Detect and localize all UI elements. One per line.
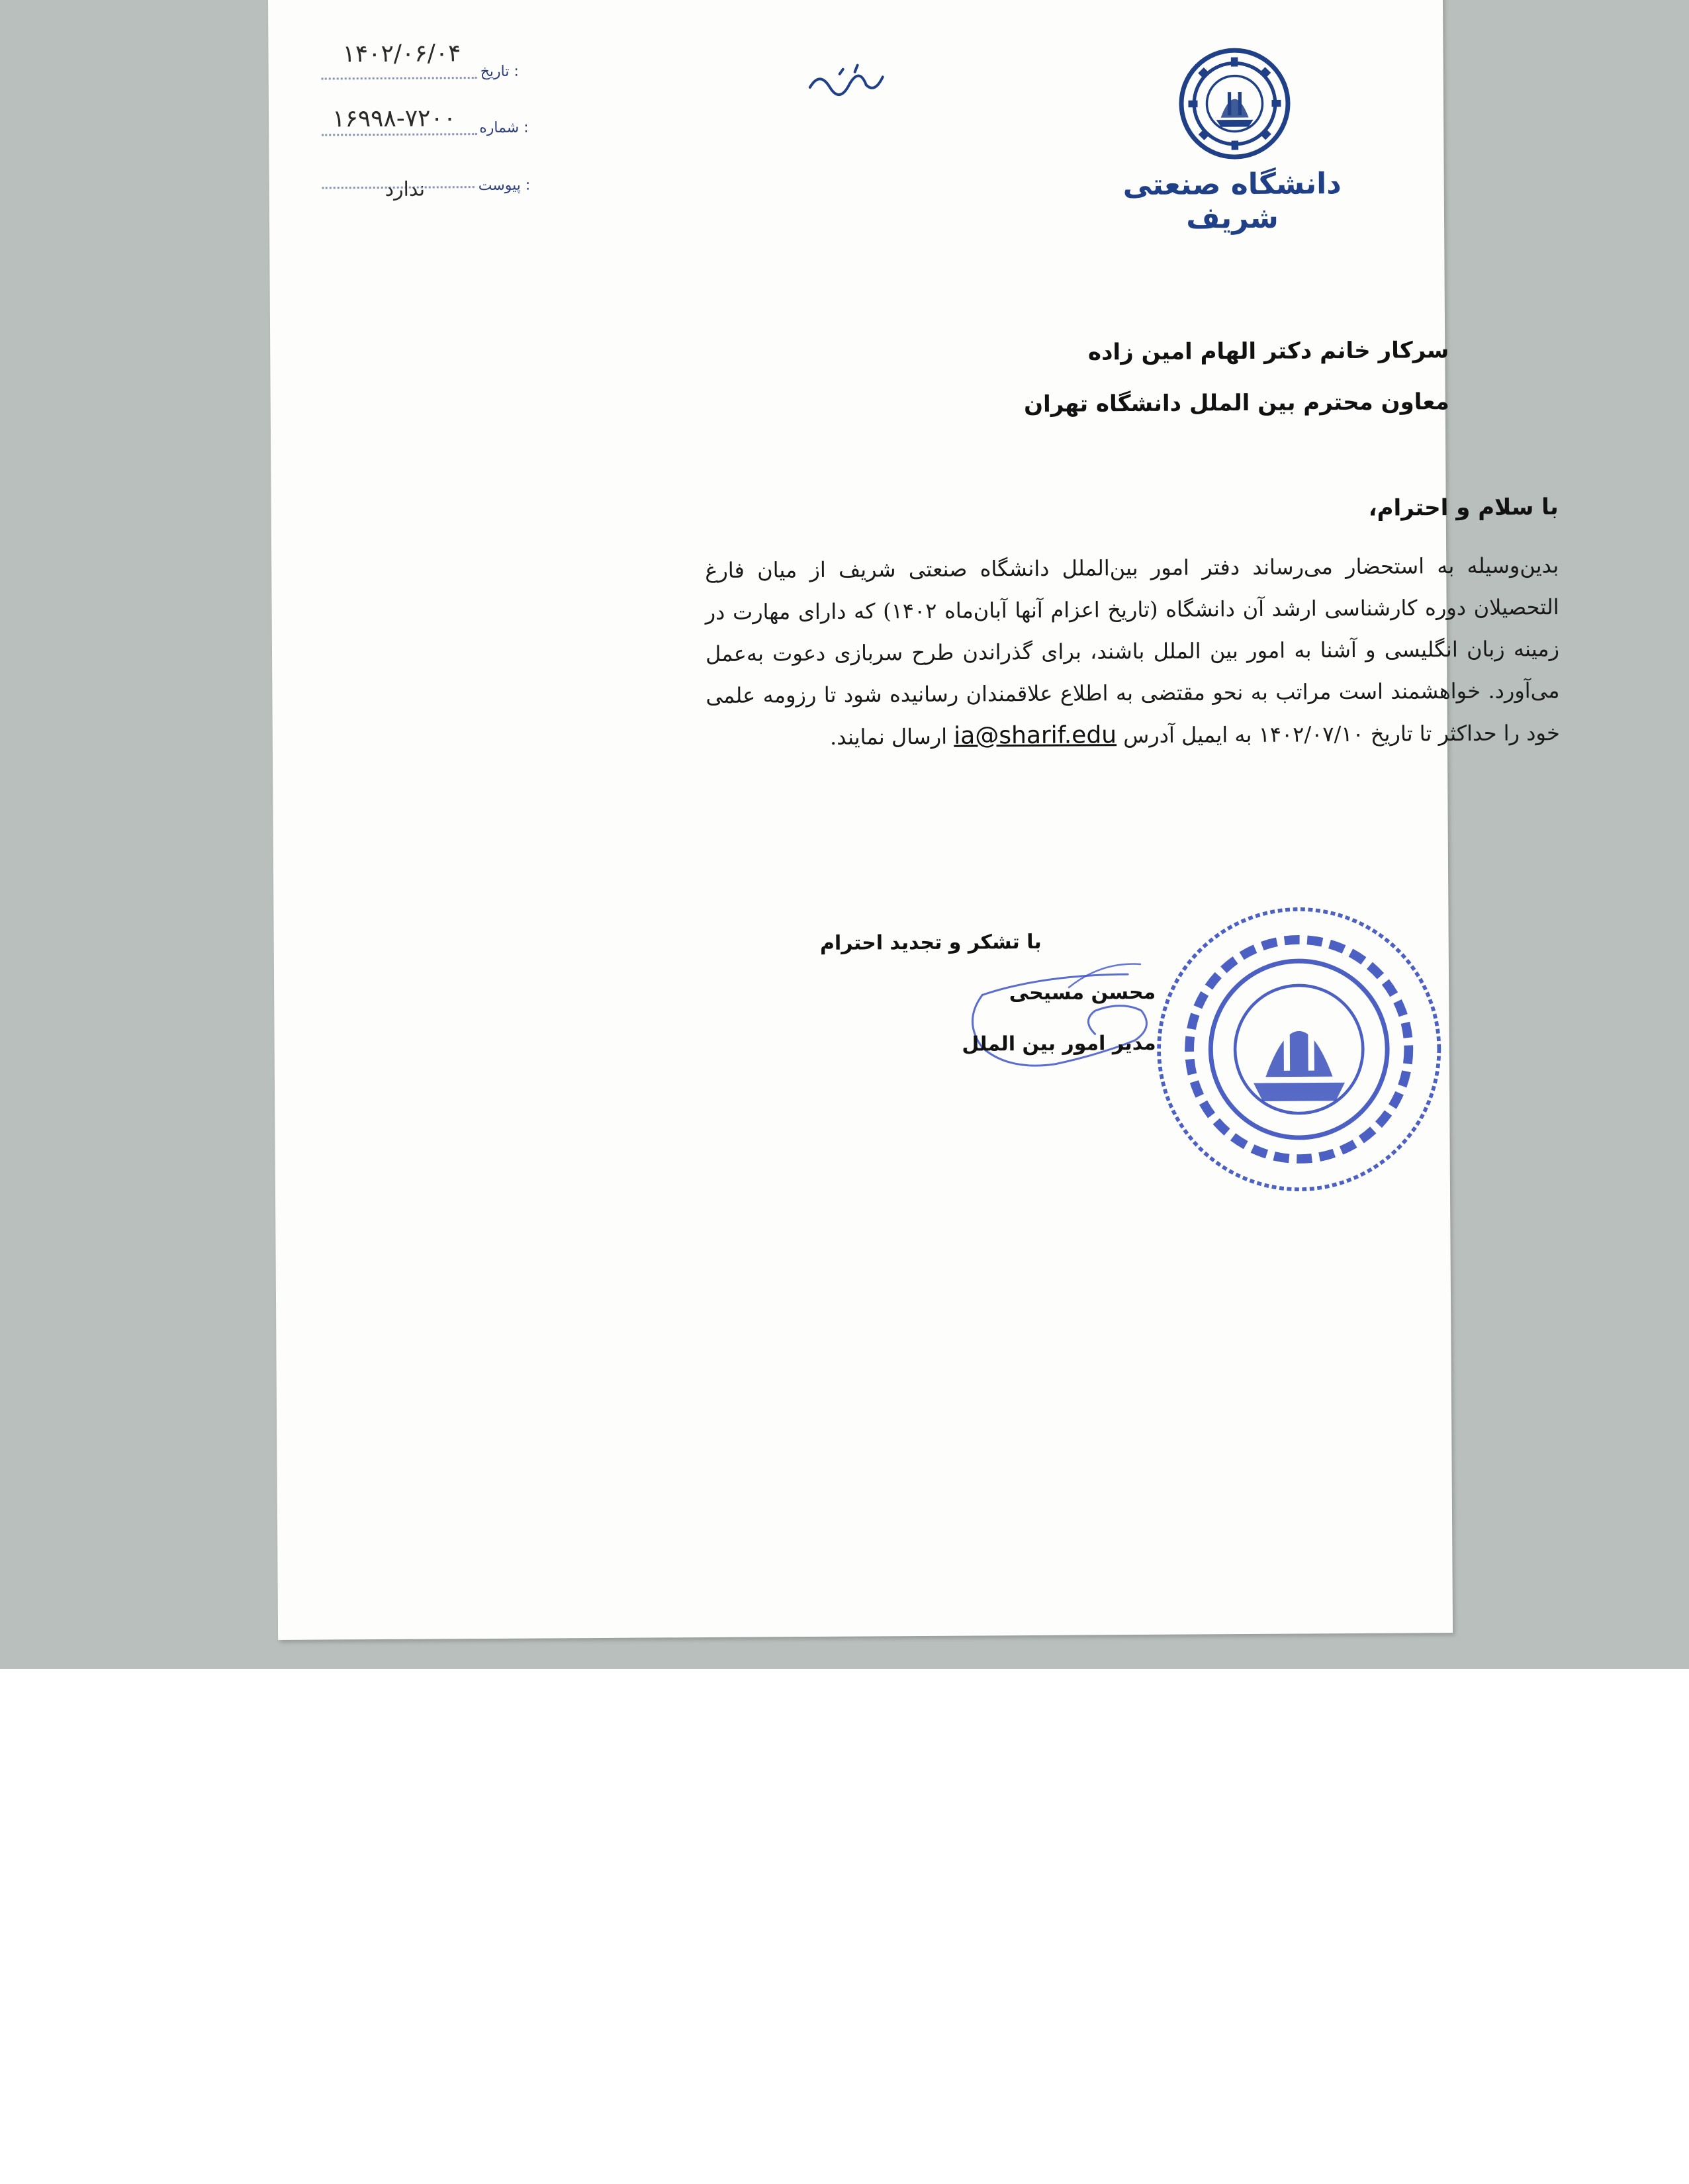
date-line bbox=[322, 77, 477, 79]
body-text-main: بدین‌وسیله به استحضار می‌رساند دفتر امور بین‌الملل دانشگاه صنعتی شریف از میان فارغ التحصیلان دوره کارشناسی ارشد آن دانشگاه (تاریخ اعزام آنها آبان‌ماه ۱۴۰۲) که دارای مهارت در زمینه زبان انگلیسی و آشنا به امور بین الملل باشند، برای گذراندن طرح سربازی دعوت به‌عمل می‌آورد. خواهشمند است مراتب به نحو مقتضی به اطلاع علاقمندان رسانیده شود تا رزومه علمی خود را حداکثر تا تاریخ ۱۴۰۲/۰۷/۱۰ به ایمیل آدرس bbox=[705, 553, 1560, 749]
number-line bbox=[322, 133, 477, 136]
sharif-university-logo-icon bbox=[1176, 46, 1293, 162]
university-name: دانشگاه صنعتی شریف bbox=[1122, 167, 1342, 236]
recipient-line-2: معاون محترم بین الملل دانشگاه تهران bbox=[1023, 388, 1449, 418]
greeting: با سلام و احترام، bbox=[1368, 494, 1559, 522]
date-value: ۱۴۰۲/۰۶/۰۴ bbox=[342, 40, 461, 68]
bismillah-calligraphy-icon bbox=[803, 57, 890, 104]
email-link[interactable]: ia@sharif.edu bbox=[954, 721, 1117, 750]
attachment-value: ندارد bbox=[385, 177, 426, 201]
attachment-label: پیوست : bbox=[478, 177, 531, 195]
signatory-name: محسن مسیحی bbox=[1009, 980, 1156, 1005]
university-seal-stamp-icon bbox=[1146, 896, 1452, 1203]
closing-line-1: با تشکر و تجدید احترام bbox=[819, 930, 1042, 955]
recipient-line-1: سرکار خانم دکتر الهام امین زاده bbox=[1087, 337, 1449, 366]
signatory-title: مدیر امور بین الملل bbox=[962, 1031, 1156, 1056]
body-text-end: ارسال نمایند. bbox=[829, 723, 948, 750]
handwritten-signature-icon bbox=[962, 948, 1162, 1108]
number-label: شماره : bbox=[479, 119, 529, 137]
number-value: ۱۶۹۹۸-۷۲۰۰ bbox=[332, 105, 457, 133]
letter-body bbox=[705, 545, 1560, 759]
letter-page bbox=[268, 0, 1560, 1640]
date-label: تاریخ : bbox=[480, 63, 519, 81]
